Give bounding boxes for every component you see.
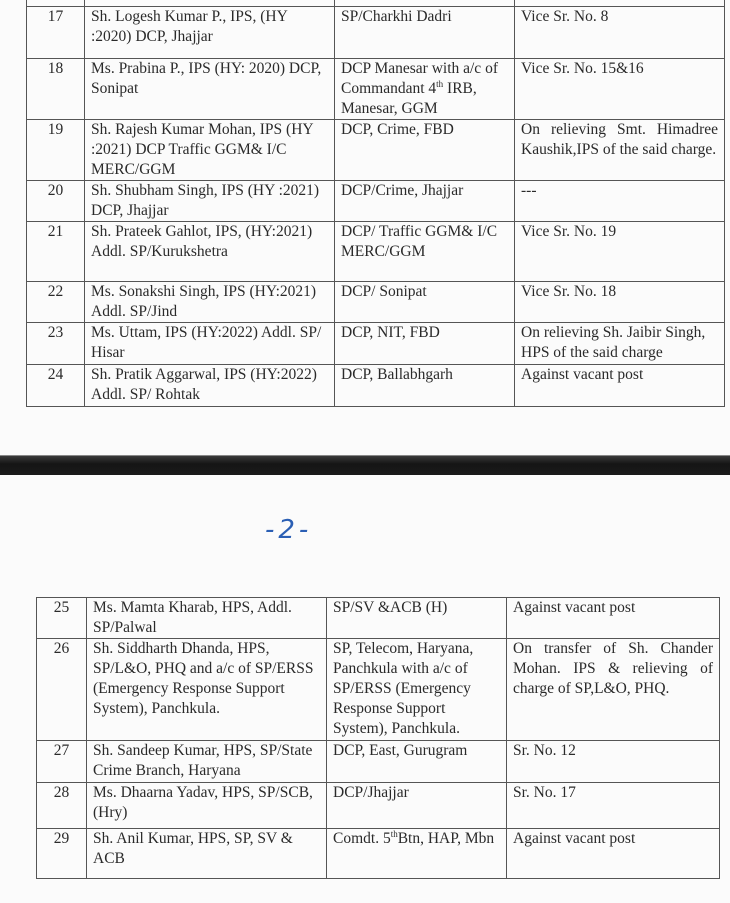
posting-cell: DCP/Jhajjar [327, 783, 507, 829]
sr-no-cell: 29 [37, 829, 87, 879]
posting-cell: Comdt. 5thBtn, HAP, Mbn [327, 829, 507, 879]
posting-cell: DCP/Crime, Jhajjar [335, 181, 515, 222]
table-row [27, 365, 725, 407]
remarks-cell: Against vacant post [507, 829, 720, 879]
sr-no-cell: 28 [37, 783, 87, 829]
officer-cell: Ms. Sonakshi Singh, IPS (HY:2021) Addl. SP/Jind [85, 282, 335, 323]
remarks-cell: Sr. No. 12 [507, 741, 720, 783]
officer-cell: Sh. Rajesh Kumar Mohan, IPS (HY :2021) DCP Traffic GGM& I/C MERC/GGM [85, 120, 335, 181]
sr-no-cell: 27 [37, 741, 87, 783]
table-row [37, 783, 720, 829]
table-row [37, 829, 720, 879]
sr-no-cell: 20 [27, 181, 85, 222]
table-row [37, 598, 720, 639]
officer-cell: Sh. Sandeep Kumar, HPS, SP/State Crime Branch, Haryana [87, 741, 327, 783]
table-row [27, 59, 725, 120]
sr-no-cell: 18 [27, 59, 85, 120]
remarks-cell: Vice Sr. No. 15&16 [515, 59, 725, 120]
posting-cell: DCP, Ballabhgarh [335, 365, 515, 407]
table-row [27, 323, 725, 365]
remarks-cell: Against vacant post [507, 598, 720, 639]
remarks-cell: --- [515, 181, 725, 222]
officer-cell: Ms. Mamta Kharab, HPS, Addl. SP/Palwal [87, 598, 327, 639]
transfer-table-page-1 [26, 0, 725, 407]
officer-cell: Ms. Dhaarna Yadav, HPS, SP/SCB, (Hry) [87, 783, 327, 829]
posting-cell: DCP/ Sonipat [335, 282, 515, 323]
officer-cell: Sh. Logesh Kumar P., IPS, (HY :2020) DCP, Jhajjar [85, 7, 335, 59]
remarks-cell: Vice Sr. No. 18 [515, 282, 725, 323]
table-row [27, 7, 725, 59]
posting-cell: DCP, Crime, FBD [335, 120, 515, 181]
table-row [27, 282, 725, 323]
sr-no-cell: 21 [27, 222, 85, 282]
sr-no-cell: 25 [37, 598, 87, 639]
officer-cell: Sh. Anil Kumar, HPS, SP, SV & ACB [87, 829, 327, 879]
sr-no-cell: 17 [27, 7, 85, 59]
officer-cell: Ms. Prabina P., IPS (HY: 2020) DCP, Sonipat [85, 59, 335, 120]
remarks-cell: Vice Sr. No. 19 [515, 222, 725, 282]
officer-cell: Sh. Siddharth Dhanda, HPS, SP/L&O, PHQ and a/c of SP/ERSS (Emergency Response Support System), Panchkula. [87, 639, 327, 741]
ordinal-suffix: th [436, 78, 444, 89]
table-row [27, 120, 725, 181]
remarks-cell: Against vacant post [515, 365, 725, 407]
sr-no-cell: 19 [27, 120, 85, 181]
posting-cell: SP/Charkhi Dadri [335, 7, 515, 59]
posting-cell: SP/SV &ACB (H) [327, 598, 507, 639]
table-row [37, 639, 720, 741]
document-page-2 [0, 475, 730, 903]
transfer-table-page-2 [36, 597, 720, 879]
remarks-cell: Vice Sr. No. 8 [515, 7, 725, 59]
handwritten-page-number: -2- [265, 515, 313, 545]
sr-no-cell: 23 [27, 323, 85, 365]
page-separator-bar [0, 455, 730, 476]
remarks-cell: On relieving Smt. Himadree Kaushik,IPS of the said charge. [515, 120, 725, 181]
ordinal-suffix: th [390, 828, 398, 839]
officer-cell: Ms. Uttam, IPS (HY:2022) Addl. SP/ Hisar [85, 323, 335, 365]
posting-cell: DCP Manesar with a/c of Commandant 4th IRB, Manesar, GGM [335, 59, 515, 120]
remarks-cell: Sr. No. 17 [507, 783, 720, 829]
officer-cell: Sh. Shubham Singh, IPS (HY :2021) DCP, Jhajjar [85, 181, 335, 222]
table-row [37, 741, 720, 783]
remarks-cell: On transfer of Sh. Chander Mohan. IPS & relieving of charge of SP,L&O, PHQ. [507, 639, 720, 741]
table-row [27, 222, 725, 282]
posting-cell: SP, Telecom, Haryana, Panchkula with a/c of SP/ERSS (Emergency Response Support System), Panchkula. [327, 639, 507, 741]
posting-cell: DCP/ Traffic GGM& I/C MERC/GGM [335, 222, 515, 282]
sr-no-cell: 26 [37, 639, 87, 741]
table-row [27, 181, 725, 222]
remarks-cell: On relieving Sh. Jaibir Singh, HPS of the said charge [515, 323, 725, 365]
sr-no-cell: 22 [27, 282, 85, 323]
posting-cell: DCP, NIT, FBD [335, 323, 515, 365]
sr-no-cell: 24 [27, 365, 85, 407]
posting-cell: DCP, East, Gurugram [327, 741, 507, 783]
officer-cell: Sh. Prateek Gahlot, IPS, (HY:2021) Addl. SP/Kurukshetra [85, 222, 335, 282]
officer-cell: Sh. Pratik Aggarwal, IPS (HY:2022) Addl. SP/ Rohtak [85, 365, 335, 407]
